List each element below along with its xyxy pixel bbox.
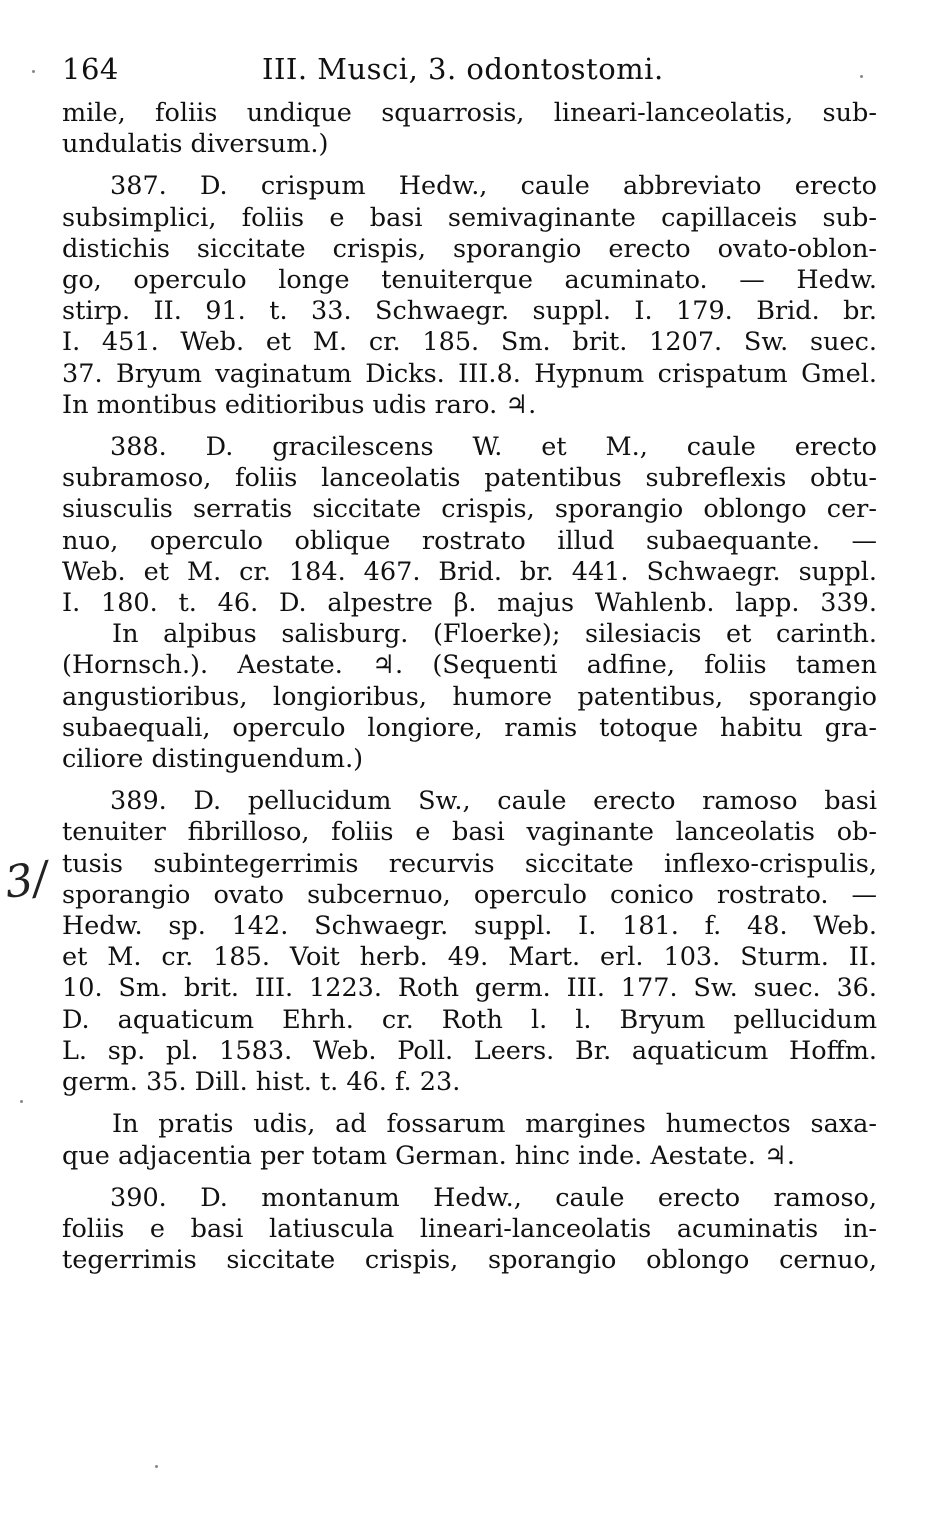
habitat-line: In alpibus salisburg. (Floerke); silesiacis et carinth.	[112, 619, 877, 650]
speck	[32, 70, 35, 73]
text-line: D. aquaticum Ehrh. cr. Roth l. l. Bryum pellucidum	[62, 1004, 877, 1035]
text-line: I. 451. Web. et M. cr. 185. Sm. brit. 1207. Sw. suec.	[62, 327, 877, 358]
text-line: foliis e basi latiuscula lineari-lanceolatis acuminatis in-	[62, 1213, 877, 1244]
entry-389-heading: 389. D. pellucidum Sw., caule erecto ramoso basi	[110, 786, 877, 817]
text-line: angustioribus, longioribus, humore patentibus, sporangio	[62, 681, 877, 712]
text-line: ciliore distinguendum.)	[62, 744, 364, 775]
text-line: nuo, operculo oblique rostrato illud subaequante. —	[62, 525, 877, 556]
text-line: que adjacentia per totam German. hinc inde. Aestate. ♃.	[62, 1140, 795, 1171]
text-line: undulatis diversum.)	[62, 129, 329, 160]
text-line: distichis siccitate crispis, sporangio erecto ovato-oblon-	[62, 233, 877, 264]
page	[62, 52, 877, 1276]
text-line: subsimplici, foliis e basi semivaginante capillaceis sub-	[62, 202, 877, 233]
text-line: siusculis serratis siccitate crispis, sporangio oblongo cer-	[62, 494, 877, 525]
habitat-line: In pratis udis, ad fossarum margines humectos saxa-	[112, 1109, 877, 1140]
text-line: tegerrimis siccitate crispis, sporangio oblongo cernuo,	[62, 1245, 877, 1276]
text-line: Hedw. sp. 142. Schwaegr. suppl. I. 181. f. 48. Web.	[62, 911, 877, 942]
text-line: L. sp. pl. 1583. Web. Poll. Leers. Br. aquaticum Hoffm.	[62, 1035, 877, 1066]
text-line: I. 180. t. 46. D. alpestre β. majus Wahlenb. lapp. 339.	[62, 588, 877, 619]
speck	[860, 75, 863, 78]
text-line: 37. Bryum vaginatum Dicks. III.8. Hypnum crispatum Gmel.	[62, 358, 877, 389]
text-line: germ. 35. Dill. hist. t. 46. f. 23.	[62, 1067, 461, 1098]
page-number: 164	[62, 52, 119, 86]
text-line: subramoso, foliis lanceolatis patentibus subreflexis obtu-	[62, 463, 877, 494]
text-line: tusis subintegerrimis recurvis siccitate inflexo-crispulis,	[62, 848, 877, 879]
body-text	[62, 98, 877, 1276]
speck	[155, 1465, 158, 1468]
text-line: sporangio ovato subcernuo, operculo conico rostrato. —	[62, 879, 877, 910]
text-line: Web. et M. cr. 184. 467. Brid. br. 441. Schwaegr. suppl.	[62, 556, 877, 587]
text-line: 10. Sm. brit. III. 1223. Roth germ. III. 177. Sw. suec. 36.	[62, 973, 877, 1004]
entry-390-heading: 390. D. montanum Hedw., caule erecto ramoso,	[110, 1182, 877, 1213]
speck	[20, 1100, 23, 1103]
text-line: go, operculo longe tenuiterque acuminato. — Hedw.	[62, 265, 877, 296]
habitat-line: In montibus editioribus udis raro. ♃.	[62, 389, 537, 420]
text-line: mile, foliis undique squarrosis, lineari-lanceolatis, sub-	[62, 98, 877, 128]
entry-388-heading: 388. D. gracilescens W. et M., caule erecto	[110, 432, 877, 463]
text-line: tenuiter fibrilloso, foliis e basi vaginante lanceolatis ob-	[62, 817, 877, 848]
running-header	[62, 52, 877, 92]
text-line: et M. cr. 185. Voit herb. 49. Mart. erl. 103. Sturm. II.	[62, 942, 877, 973]
running-title: III. Musci, 3. odontostomi.	[262, 52, 664, 86]
text-line: stirp. II. 91. t. 33. Schwaegr. suppl. I. 179. Brid. br.	[62, 296, 877, 327]
handwritten-margin-note: 3/	[1, 852, 52, 909]
text-line: (Hornsch.). Aestate. ♃. (Sequenti adfine, foliis tamen	[62, 650, 877, 681]
text-line: subaequali, operculo longiore, ramis totoque habitu gra-	[62, 712, 877, 743]
entry-387-heading: 387. D. crispum Hedw., caule abbreviato erecto	[110, 171, 877, 202]
